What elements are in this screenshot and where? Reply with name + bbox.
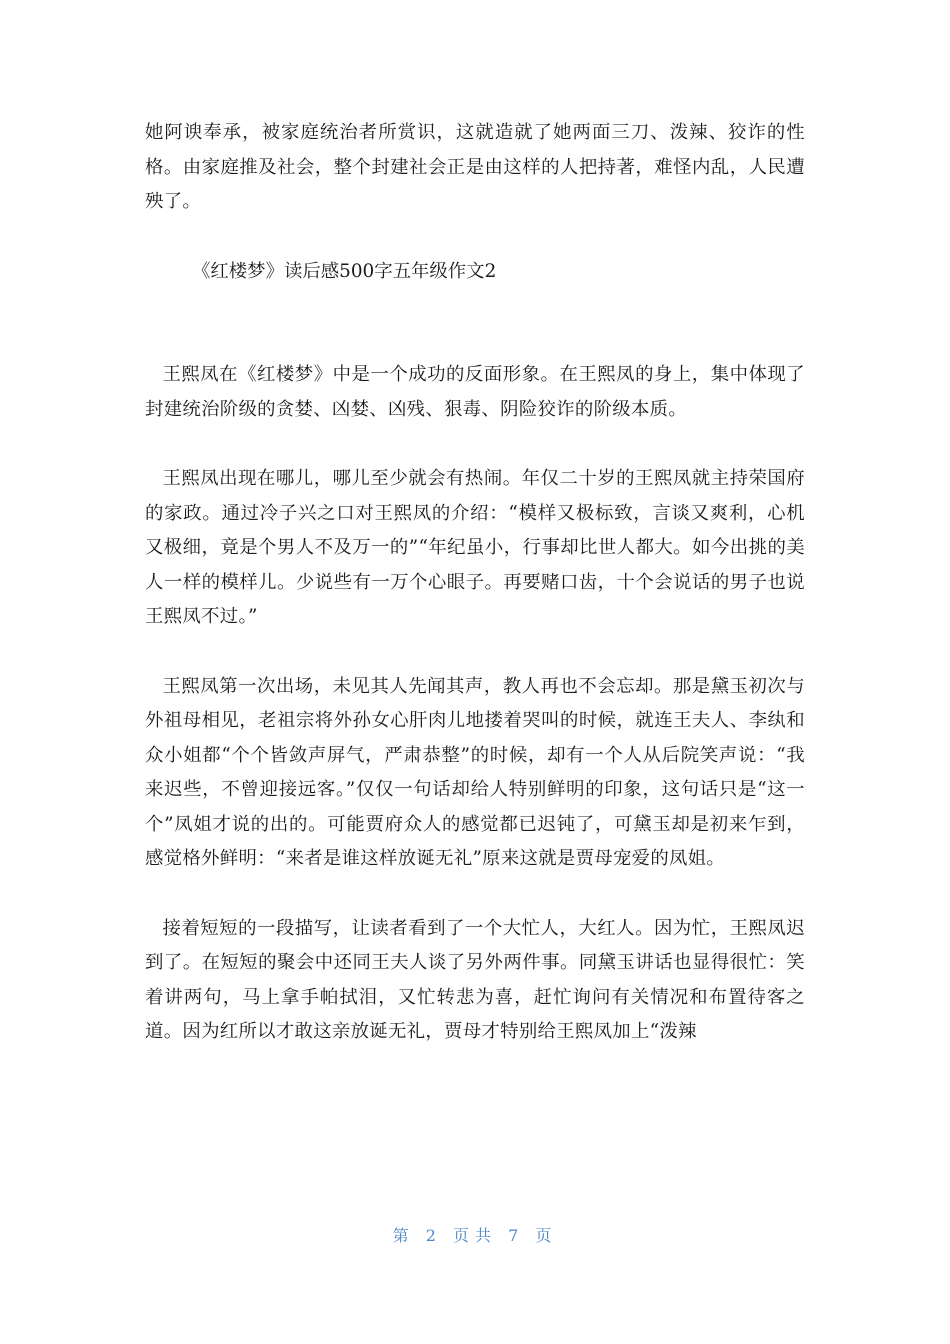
spacer	[145, 877, 805, 912]
document-body	[145, 116, 805, 1050]
spacer	[145, 635, 805, 670]
spacer	[145, 427, 805, 462]
body-paragraph-3: 王熙凤第一次出场，未见其人先闻其声，教人再也不会忘却。那是黛玉初次与外祖母相见，老祖宗将外孙女心肝肉儿地搂着哭叫的时候，就连王夫人、李纨和众小姐都“个个皆敛声屏气，严肃恭整”的时候，却有一个人从后院笑声说：“我来迟些，不曾迎接远客。”仅仅一句话却给人特别鲜明的印象，这句话只是“这一个”凤姐才说的出的。可能贾府众人的感觉都已迟钝了，可黛玉却是初来乍到，感觉格外鲜明：“来者是谁这样放诞无礼”原来这就是贾母宠爱的凤姐。	[145, 675, 805, 869]
body-paragraph-2: 王熙凤出现在哪儿，哪儿至少就会有热闹。年仅二十岁的王熙凤就主持荣国府的家政。通过冷子兴之口对王熙凤的介绍：“模样又极标致，言谈又爽利，心机又极细，竟是个男人不及万一的”“年纪虽小，行事却比世人都大。如今出挑的美人一样的模样儿。少说些有一万个心眼子。再要赌口齿，十个会说话的男子也说王熙凤不过。”	[145, 468, 805, 627]
spacer	[145, 289, 805, 358]
lead-paragraph: 她阿谀奉承，被家庭统治者所赏识，这就造就了她两面三刀、泼辣、狡诈的性格。由家庭推及社会，整个封建社会正是由这样的人把持著，难怪内乱，人民遭殃了。	[145, 122, 805, 212]
section-title: 《红楼梦》读后感500字五年级作文2	[192, 260, 497, 282]
body-paragraph-4: 接着短短的一段描写，让读者看到了一个大忙人，大红人。因为忙，王熙凤迟到了。在短短的聚会中还同王夫人谈了另外两件事。同黛玉讲话也显得很忙：笑着讲两句，马上拿手帕拭泪，又忙转悲为喜，赶忙询问有关情况和布置待客之道。因为红所以才敢这亲放诞无礼，贾母才特别给王熙凤加上“泼辣	[145, 917, 805, 1042]
page-footer	[0, 1224, 950, 1248]
page-number-label: 第 2 页共 7 页	[392, 1226, 558, 1245]
spacer	[145, 220, 805, 255]
body-paragraph-1: 王熙凤在《红楼梦》中是一个成功的反面形象。在王熙凤的身上，集中体现了封建统治阶级的贪婪、凶婪、凶残、狠毒、阴险狡诈的阶级本质。	[145, 364, 805, 420]
